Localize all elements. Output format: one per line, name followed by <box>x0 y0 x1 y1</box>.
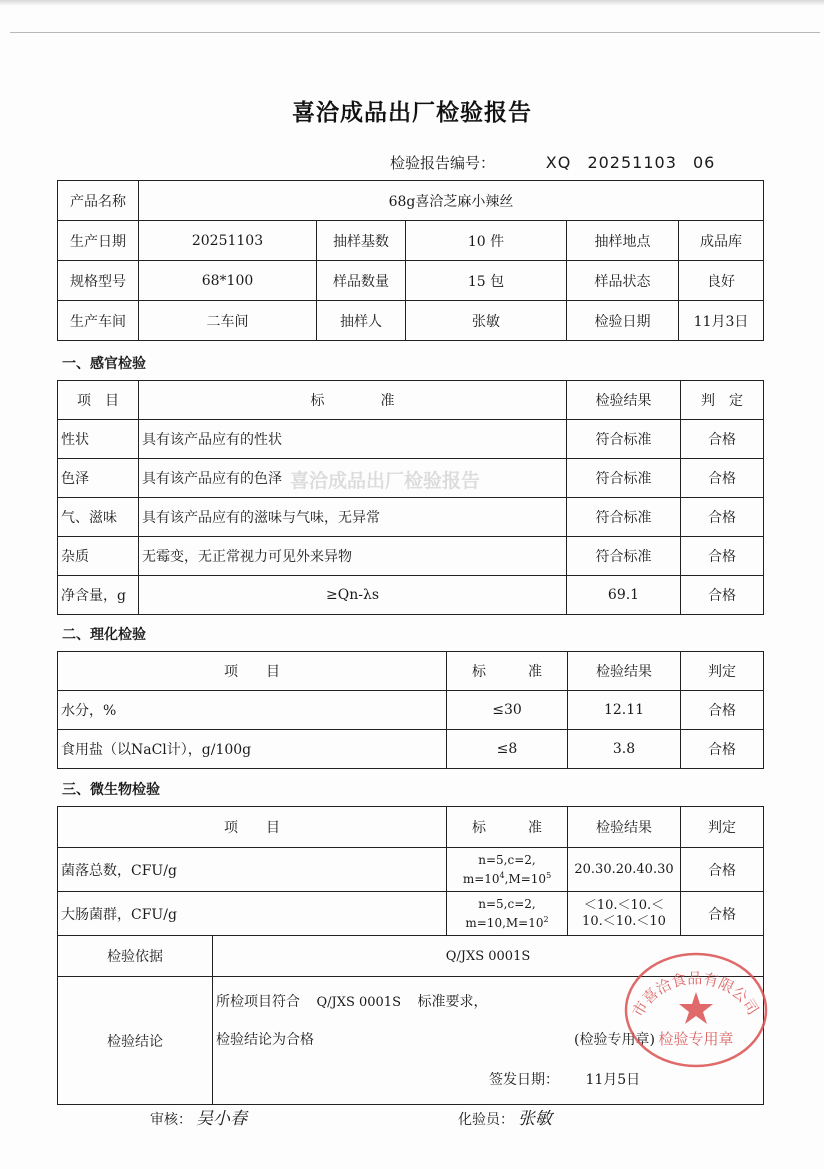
workshop-value: 二车间 <box>139 301 317 341</box>
table-row <box>58 537 764 576</box>
table-row <box>58 459 764 498</box>
micro-std-m-exp: 4 <box>499 871 505 880</box>
scan-line <box>10 32 820 33</box>
sample-state-label: 样品状态 <box>567 261 679 301</box>
workshop-label: 生产车间 <box>58 301 139 341</box>
micro-header-item: 项 目 <box>58 807 447 848</box>
sensory-verdict: 合格 <box>681 576 764 615</box>
micro-result: 20.30.20.40.30 <box>568 848 681 892</box>
chemist-name: 张敏 <box>518 1109 552 1129</box>
conclusion-line2: 检验结论为合格 <box>216 1032 314 1048</box>
micro-std-m: m=10,M=10 <box>465 916 544 930</box>
physchem-header-standard: 标 准 <box>447 652 568 691</box>
basis-label: 检验依据 <box>58 936 213 977</box>
issue-date-label: 签发日期： <box>489 1072 559 1088</box>
conclusion-line1 <box>216 991 487 1011</box>
star-icon <box>679 992 713 1024</box>
table-row <box>58 892 764 936</box>
spec-value: 68*100 <box>139 261 317 301</box>
micro-std-m: m=10 <box>462 872 500 886</box>
sample-qty-value: 15 包 <box>406 261 567 301</box>
sensory-verdict: 合格 <box>681 498 764 537</box>
chemist-label: 化验员： <box>458 1112 514 1128</box>
sensory-standard: 具有该产品应有的色泽 <box>139 459 567 498</box>
stamp-bottom-text: 检验专用章 <box>658 1030 734 1048</box>
sensory-heading: 一、感官检验 <box>62 356 146 372</box>
micro-std-M: ,M=10 <box>504 872 547 886</box>
micro-result-line2: 10.＜10.＜10 <box>582 913 666 929</box>
sensory-header-item: 项 目 <box>58 381 139 420</box>
stamp-arc-text: 市喜洽食品有限公司 <box>628 969 763 1021</box>
micro-std-line1: n=5,c=2, <box>478 897 536 911</box>
table-row <box>58 730 764 769</box>
micro-standard <box>447 892 568 936</box>
micro-verdict: 合格 <box>681 892 764 936</box>
report-title: 喜洽成品出厂检验报告 <box>292 100 532 126</box>
sensory-result: 符合标准 <box>567 420 681 459</box>
sample-state-value: 良好 <box>679 261 764 301</box>
micro-verdict: 合格 <box>681 848 764 892</box>
sensory-table <box>57 380 764 615</box>
sample-base-value: 10 件 <box>406 221 567 261</box>
sensory-standard: ≥Qn-λs <box>139 576 567 615</box>
micro-item: 菌落总数，CFU/g <box>58 848 447 892</box>
sensory-header-result: 检验结果 <box>567 381 681 420</box>
scan-edge <box>0 0 824 6</box>
issue-date-value: 11月5日 <box>585 1072 641 1088</box>
chemist-signature <box>458 1104 552 1129</box>
table-row <box>58 691 764 730</box>
inspect-date-value: 11月3日 <box>679 301 764 341</box>
sensory-header-standard: 标 准 <box>139 381 567 420</box>
physchem-verdict: 合格 <box>681 691 764 730</box>
micro-std-M-exp: 2 <box>543 915 549 924</box>
sampler-label: 抽样人 <box>317 301 406 341</box>
physchem-heading: 二、理化检验 <box>62 627 146 643</box>
product-name-label: 产品名称 <box>58 181 139 221</box>
sample-place-label: 抽样地点 <box>567 221 679 261</box>
sensory-standard: 具有该产品应有的滋味与气味，无异常 <box>139 498 567 537</box>
conclusion-line1-a: 所检项目符合 <box>216 994 300 1010</box>
report-number <box>390 152 715 173</box>
sensory-item: 杂质 <box>58 537 139 576</box>
micro-header-result: 检验结果 <box>568 807 681 848</box>
physchem-result: 12.11 <box>568 691 681 730</box>
sensory-verdict: 合格 <box>681 459 764 498</box>
product-name-value: 68g喜洽芝麻小辣丝 <box>139 181 764 221</box>
micro-result <box>568 892 681 936</box>
micro-header-verdict: 判定 <box>681 807 764 848</box>
sensory-item: 气、滋味 <box>58 498 139 537</box>
conclusion-line1-c: 标准要求， <box>417 994 488 1010</box>
physchem-result: 3.8 <box>568 730 681 769</box>
conclusion-line1-b: Q/JXS 0001S <box>316 995 401 1010</box>
conclusion-label: 检验结论 <box>58 977 213 1105</box>
sensory-header-verdict: 判 定 <box>681 381 764 420</box>
info-table <box>57 180 764 341</box>
physchem-table <box>57 651 764 769</box>
micro-std-line1: n=5,c=2, <box>478 853 536 867</box>
micro-standard <box>447 848 568 892</box>
physchem-header-verdict: 判定 <box>681 652 764 691</box>
bleed-through-text: 喜洽成品出厂检验报告 <box>290 470 481 492</box>
table-row <box>58 498 764 537</box>
physchem-standard: ≤8 <box>447 730 568 769</box>
sensory-result: 69.1 <box>567 576 681 615</box>
inspection-stamp <box>622 948 770 1068</box>
sensory-item: 净含量，g <box>58 576 139 615</box>
sensory-result: 符合标准 <box>567 459 681 498</box>
prod-date-label: 生产日期 <box>58 221 139 261</box>
spec-label: 规格型号 <box>58 261 139 301</box>
report-number-label: 检验报告编号： <box>390 154 496 172</box>
reviewer-signature <box>150 1104 247 1129</box>
physchem-header-result: 检验结果 <box>568 652 681 691</box>
reviewer-label: 审核： <box>150 1112 192 1128</box>
sensory-standard: 无霉变，无正常视力可见外来异物 <box>139 537 567 576</box>
prod-date-value: 20251103 <box>139 221 317 261</box>
micro-header-standard: 标 准 <box>447 807 568 848</box>
micro-item: 大肠菌群，CFU/g <box>58 892 447 936</box>
sensory-item: 性状 <box>58 420 139 459</box>
sensory-verdict: 合格 <box>681 420 764 459</box>
sensory-result: 符合标准 <box>567 498 681 537</box>
sample-place-value: 成品库 <box>679 221 764 261</box>
report-number-value: XQ 20251103 06 <box>545 153 716 172</box>
basis-value: Q/JXS 0001S <box>213 936 764 977</box>
inspect-date-label: 检验日期 <box>567 301 679 341</box>
sensory-standard: 具有该产品应有的性状 <box>139 420 567 459</box>
stamp-note: (检验专用章) <box>574 1032 655 1048</box>
physchem-item: 水分，% <box>58 691 447 730</box>
sensory-result: 符合标准 <box>567 537 681 576</box>
physchem-standard: ≤30 <box>447 691 568 730</box>
sampler-value: 张敏 <box>406 301 567 341</box>
micro-result-line1: ＜10.＜10.＜ <box>583 897 665 913</box>
physchem-item: 食用盐（以NaCl计），g/100g <box>58 730 447 769</box>
reviewer-name: 吴小春 <box>196 1109 247 1129</box>
sensory-verdict: 合格 <box>681 537 764 576</box>
table-row <box>58 420 764 459</box>
table-row <box>58 848 764 892</box>
sensory-item: 色泽 <box>58 459 139 498</box>
physchem-header-item: 项 目 <box>58 652 447 691</box>
sample-qty-label: 样品数量 <box>317 261 406 301</box>
table-row <box>58 576 764 615</box>
micro-std-M-exp: 5 <box>546 871 552 880</box>
physchem-verdict: 合格 <box>681 730 764 769</box>
micro-heading: 三、微生物检验 <box>62 782 160 798</box>
issue-date <box>489 1069 640 1089</box>
sample-base-label: 抽样基数 <box>317 221 406 261</box>
